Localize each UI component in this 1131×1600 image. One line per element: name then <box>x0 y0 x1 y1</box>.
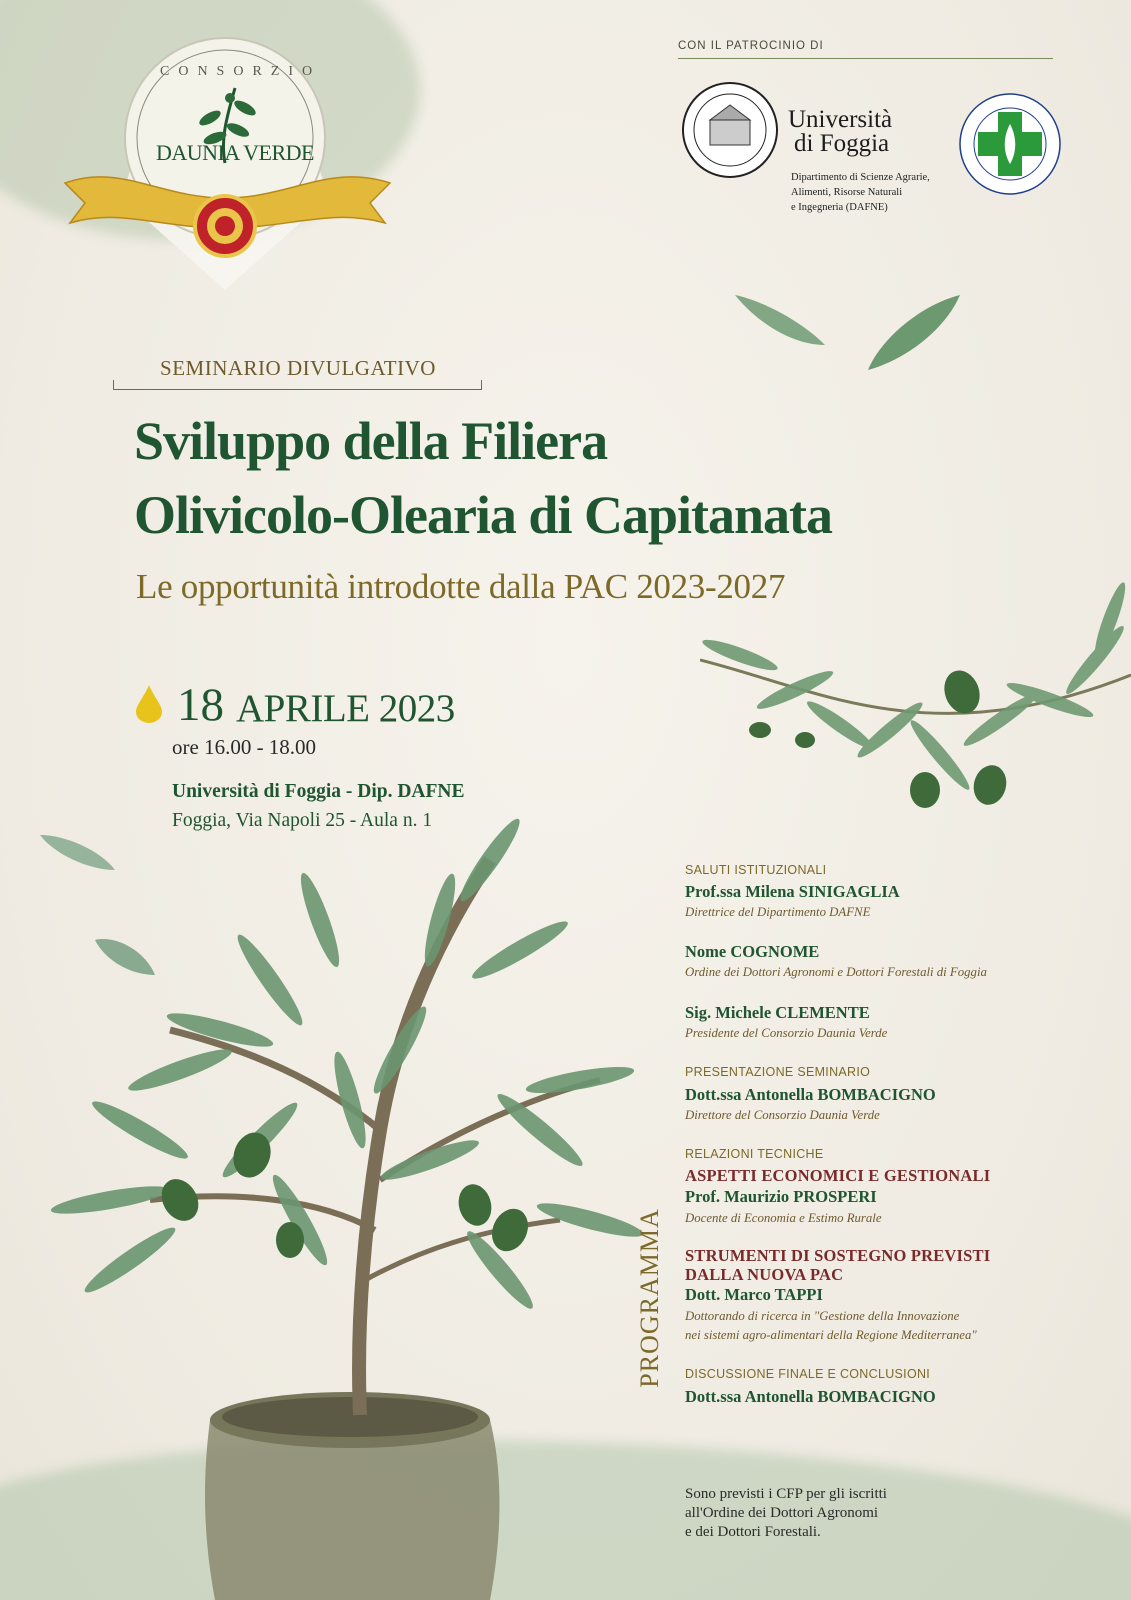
dept-line1: Dipartimento di Scienze Agrarie, <box>791 172 930 183</box>
section-discussione: DISCUSSIONE FINALE E CONCLUSIONI <box>685 1367 931 1381</box>
speaker-prosperi-role: Docente di Economia e Estimo Rurale <box>685 1211 882 1225</box>
speaker-bombacigno-closing: Dott.ssa Antonella BOMBACIGNO <box>685 1387 936 1406</box>
title-line1: Sviluppo della Filiera <box>134 411 608 471</box>
venue-name: Università di Foggia - Dip. DAFNE <box>172 781 465 802</box>
topic-strumenti-line2: DALLA NUOVA PAC <box>685 1265 844 1284</box>
section-saluti: SALUTI ISTITUZIONALI <box>685 863 827 877</box>
speaker-tappi: Dott. Marco TAPPI <box>685 1285 823 1304</box>
kicker-underline <box>113 380 482 390</box>
consorzio-name: DAUNIA VERDE <box>156 140 314 165</box>
cfp-note <box>685 1485 945 1542</box>
oil-drop-icon <box>134 683 164 723</box>
title-line2: Olivicolo-Olearia di Capitanata <box>134 485 832 545</box>
date-day: 18 <box>177 679 224 731</box>
university-name-line2: di Foggia <box>794 130 890 157</box>
speaker-placeholder: Nome COGNOME <box>685 942 820 961</box>
event-time: ore 16.00 - 18.00 <box>172 735 317 759</box>
speaker-sinigaglia-role: Direttrice del Dipartimento DAFNE <box>685 905 871 919</box>
date-month-year: APRILE 2023 <box>236 687 455 730</box>
topic-aspetti-economici: ASPETTI ECONOMICI E GESTIONALI <box>685 1166 991 1185</box>
speaker-tappi-role-line2: nei sistemi agro-alimentari della Regione Mediterranea" <box>685 1328 977 1342</box>
seminar-kicker: SEMINARIO DIVULGATIVO <box>160 356 436 380</box>
consorzio-top-text: CONSORZIO <box>160 64 322 79</box>
dept-line2: Alimenti, Risorse Naturali <box>791 187 903 198</box>
dept-line3: e Ingegneria (DAFNE) <box>791 202 888 213</box>
speaker-placeholder-role: Ordine dei Dottori Agronomi e Dottori Forestali di Foggia <box>685 965 987 979</box>
programma-label: PROGRAMMA <box>635 1208 664 1388</box>
university-name-line1: Università <box>788 106 893 133</box>
topic-strumenti-line1: STRUMENTI DI SOSTEGNO PREVISTI <box>685 1246 991 1265</box>
section-relazioni: RELAZIONI TECNICHE <box>685 1147 824 1161</box>
cfp-line3: e dei Dottori Forestali. <box>685 1524 821 1540</box>
cfp-line2: all'Ordine dei Dottori Agronomi <box>685 1505 879 1521</box>
page-subtitle: Le opportunità introdotte dalla PAC 2023-2027 <box>136 567 786 606</box>
speaker-bombacigno: Dott.ssa Antonella BOMBACIGNO <box>685 1085 936 1104</box>
venue-address: Foggia, Via Napoli 25 - Aula n. 1 <box>172 810 433 831</box>
page-title <box>134 404 832 552</box>
speaker-prosperi: Prof. Maurizio PROSPERI <box>685 1187 877 1206</box>
speaker-clemente-role: Presidente del Consorzio Daunia Verde <box>685 1026 888 1040</box>
potted-olive-tree-illustration <box>20 800 660 1600</box>
patrocinio-label: CON IL PATROCINIO DI <box>678 40 1053 59</box>
section-presentazione: PRESENTAZIONE SEMINARIO <box>685 1065 871 1079</box>
cfp-line1: Sono previsti i CFP per gli iscritti <box>685 1486 887 1502</box>
speaker-bombacigno-role: Direttore del Consorzio Daunia Verde <box>685 1108 880 1122</box>
speaker-tappi-role-line1: Dottorando di ricerca in "Gestione della Innovazione <box>685 1309 960 1323</box>
olive-branch-illustration <box>700 580 1131 860</box>
speaker-clemente: Sig. Michele CLEMENTE <box>685 1003 870 1022</box>
speaker-sinigaglia: Prof.ssa Milena SINIGAGLIA <box>685 882 900 901</box>
